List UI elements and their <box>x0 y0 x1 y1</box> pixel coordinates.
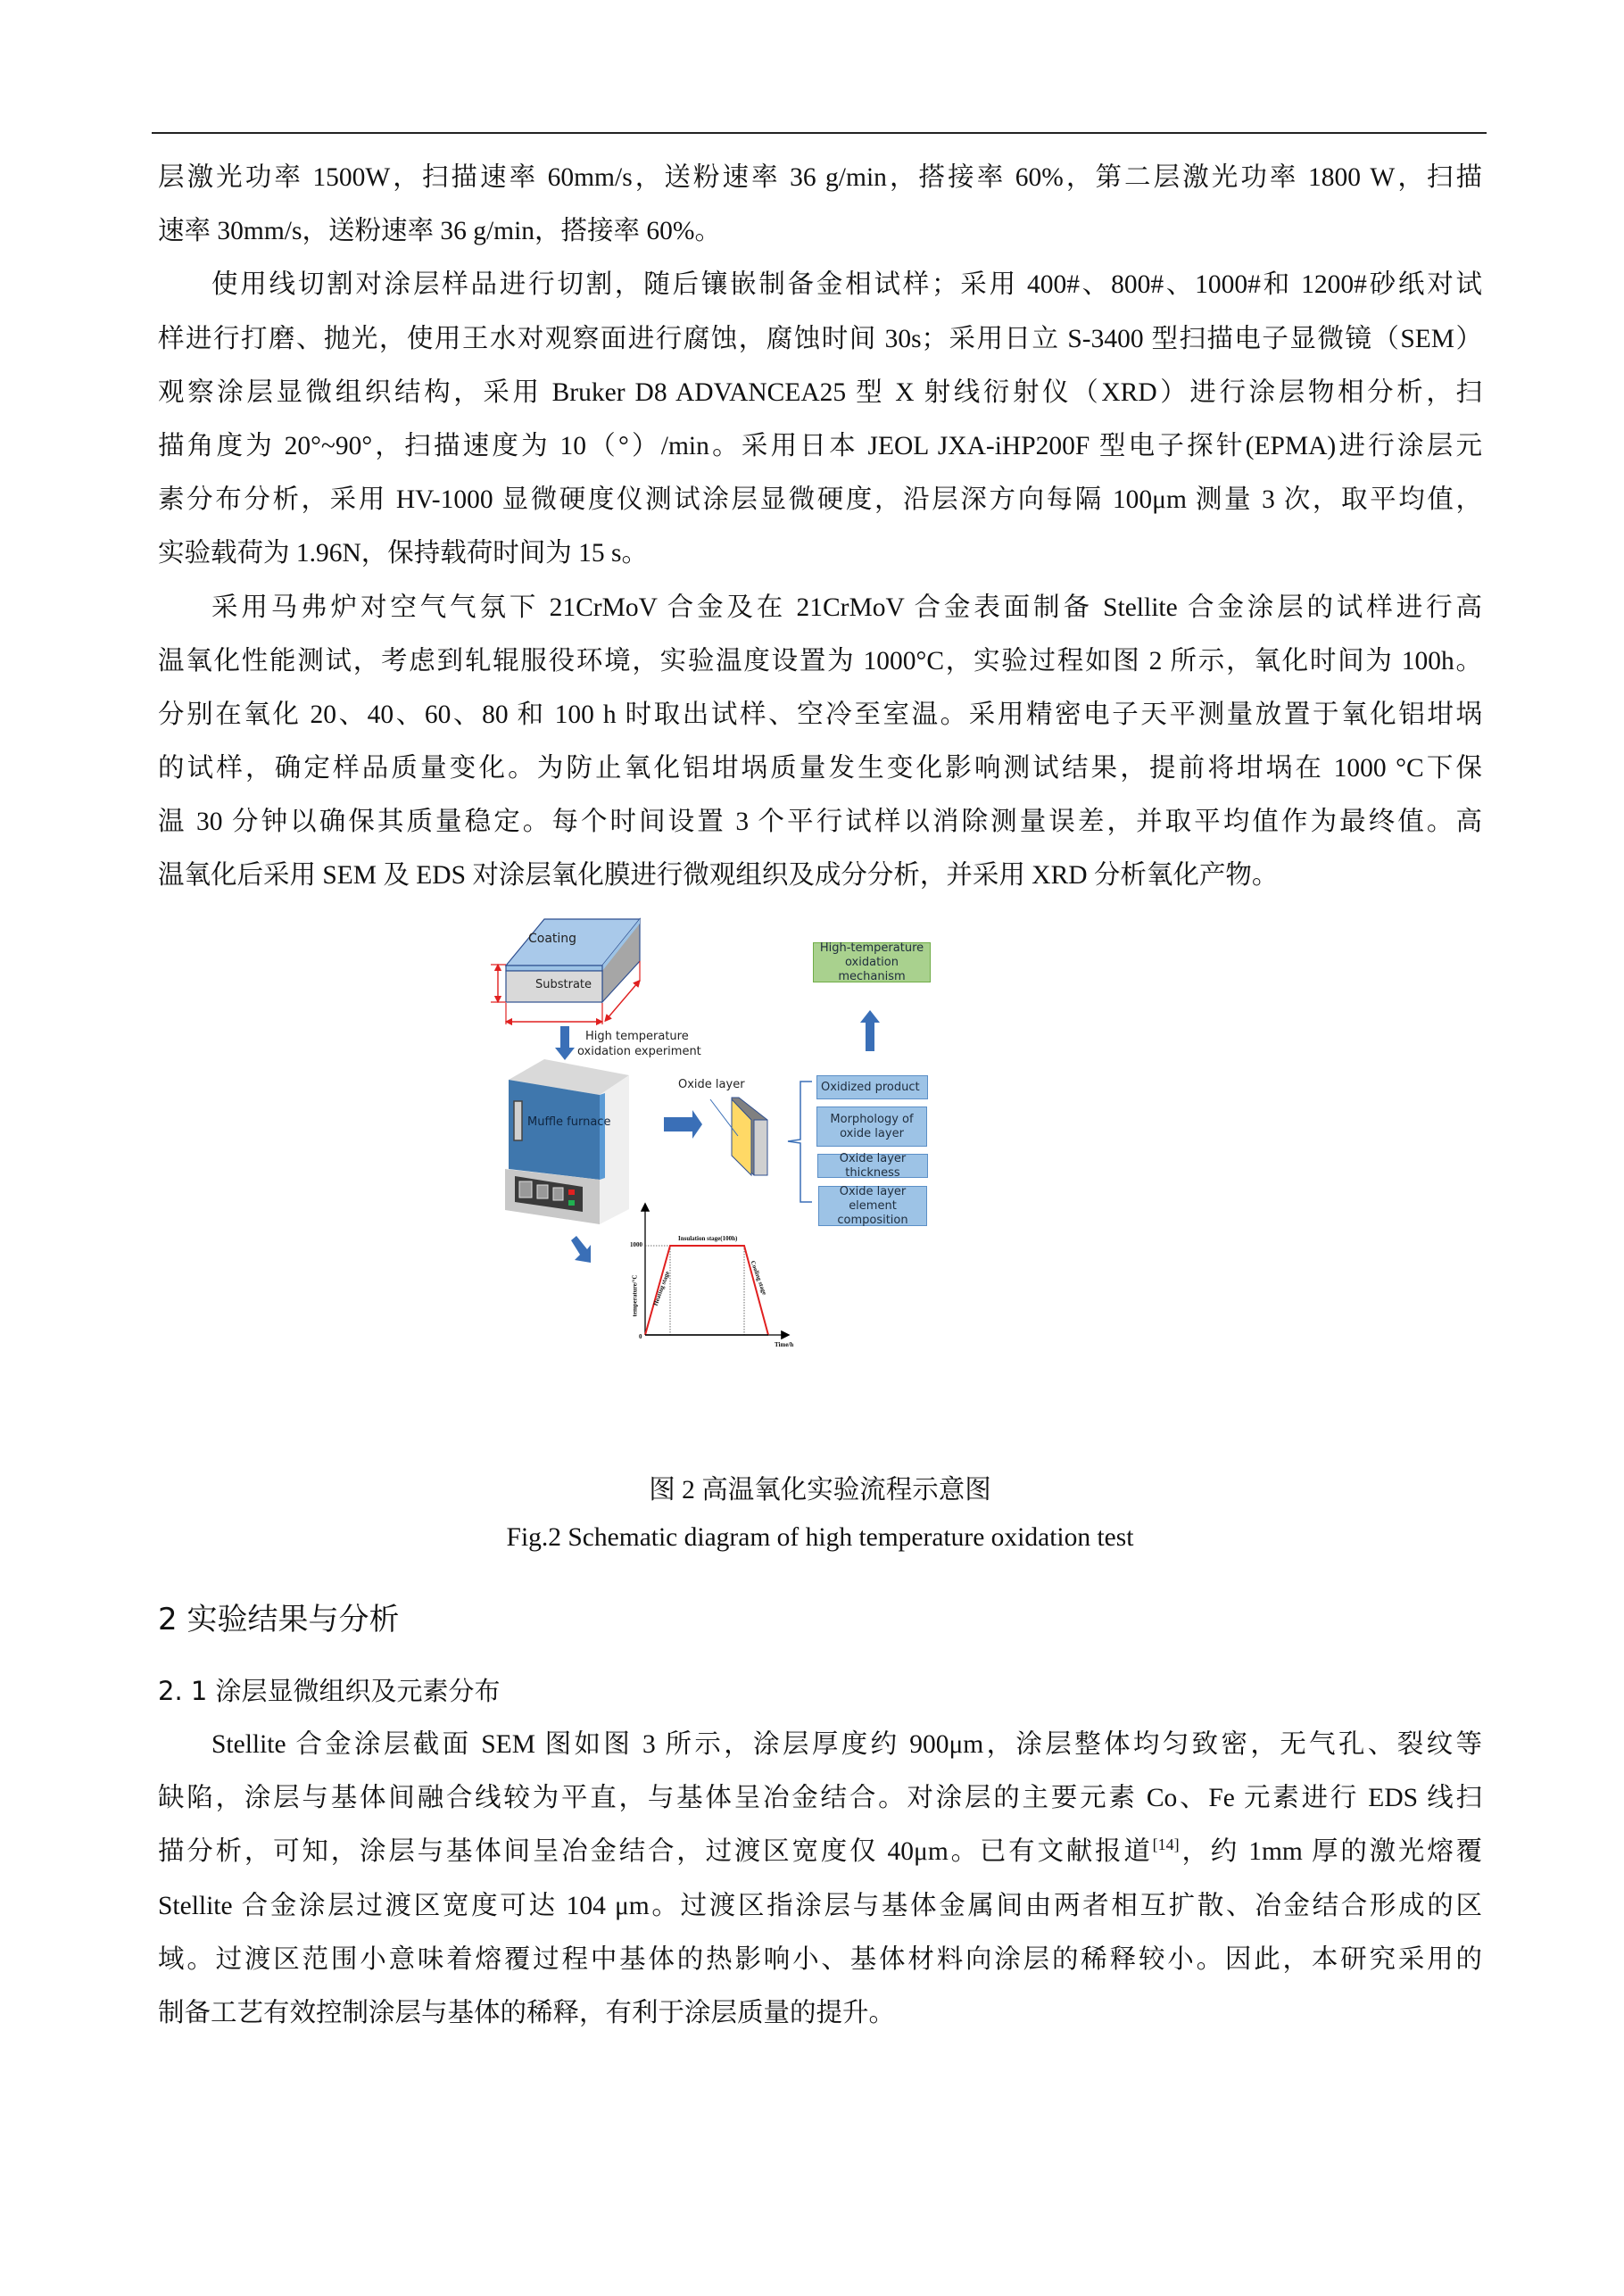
analysis-box-composition: Oxide layer element composition <box>818 1186 927 1226</box>
text-line: 制备工艺有效控制涂层与基体的稀释，有利于涂层质量的提升。 <box>158 1998 896 2027</box>
section-heading: 2 实验结果与分析 <box>158 1602 400 1637</box>
text-line: Stellite 合金涂层过渡区宽度可达 104 μm。过渡区指涂层与基体金属间由两者相互扩散、冶金结合形成的区 <box>158 1891 1482 1920</box>
text-line: 采用马弗炉对空气气氛下 21CrMoV 合金及在 21CrMoV 合金表面制备 Stellite 合金涂层的试样进行高 <box>211 593 1482 622</box>
body-text-top <box>158 151 1482 903</box>
temperature-profile-chart <box>645 1205 788 1335</box>
furnace-label: Muffle furnace <box>527 1115 611 1129</box>
analysis-box-oxidized-product: Oxidized product <box>816 1075 928 1099</box>
arrow-down-right-icon <box>571 1236 591 1263</box>
text-line: 温氧化后采用 SEM 及 EDS 对涂层氧化膜进行微观组织及成分分析，并采用 XRD 分析氧化产物。 <box>158 861 1279 891</box>
experiment-label-2: oxidation experiment <box>577 1045 701 1058</box>
figure-caption-en: Fig.2 Schematic diagram of high temperature oxidation test <box>506 1523 1134 1552</box>
text-segment: ，约 1mm 厚的激光熔覆 <box>1179 1837 1482 1867</box>
analysis-box-morphology: Morphology of oxide layer <box>816 1107 927 1147</box>
y-axis-label: temperature/°C <box>631 1274 639 1317</box>
cooling-label: Cooling stage <box>749 1259 768 1297</box>
text-line <box>158 1825 1482 1878</box>
arrow-down-icon <box>555 1026 575 1060</box>
arrow-up-icon <box>860 1010 880 1051</box>
text-line: 层激光功率 1500W，扫描速率 60mm/s，送粉速率 36 g/min，搭接率 60%，第二层激光功率 1800 W，扫描 <box>158 163 1482 192</box>
text-segment: 描分析，可知，涂层与基体间呈冶金结合，过渡区宽度仅 40μm。已有文献报道 <box>158 1837 1153 1867</box>
oxide-layer-sample <box>710 1098 767 1175</box>
text-line: 样进行打磨、抛光，使用王水对观察面进行腐蚀，腐蚀时间 30s；采用日立 S-3400 型扫描电子显微镜（SEM） <box>158 324 1482 353</box>
arrow-right-icon <box>664 1110 702 1139</box>
y-tick-0: 0 <box>639 1333 642 1340</box>
insulation-label: Insulation stage(100h) <box>678 1235 738 1242</box>
mechanism-box <box>813 942 931 982</box>
y-tick-1000: 1000 <box>630 1241 642 1248</box>
header-rule <box>152 132 1487 134</box>
citation-link[interactable]: [14] <box>1152 1836 1180 1854</box>
text-line: 观察涂层显微组织结构，采用 Bruker D8 ADVANCEA25 型 X 射线衍射仪（XRD）进行涂层物相分析，扫 <box>158 377 1482 407</box>
heating-label: Heating stage <box>651 1270 672 1307</box>
text-line: 缺陷，涂层与基体间融合线较为平直，与基体呈冶金结合。对涂层的主要元素 Co、Fe 元素进行 EDS 线扫 <box>158 1784 1482 1813</box>
brace <box>788 1082 812 1202</box>
text-line: 分别在氧化 20、40、60、80 和 100 h 时取出试样、空冷至室温。采用精密电子天平测量放置于氧化铝坩埚 <box>158 700 1482 729</box>
body-text-bottom <box>158 1718 1482 2040</box>
figure-graphics <box>482 910 1142 1463</box>
x-axis-label: Time/h <box>775 1341 794 1348</box>
figure-caption-zh: 图 2 高温氧化实验流程示意图 <box>649 1476 991 1504</box>
mechanism-label-1: High-temperature <box>819 941 924 955</box>
text-line: 温氧化性能测试，考虑到轧辊服役环境，实验温度设置为 1000°C，实验过程如图 2 所示，氧化时间为 100h。 <box>158 646 1482 676</box>
mechanism-label-2: oxidation mechanism <box>838 955 906 983</box>
muffle-furnace-illustration <box>505 1059 629 1224</box>
text-line: 实验载荷为 1.96N，保持载荷时间为 15 s。 <box>158 539 649 568</box>
text-line: 速率 30mm/s，送粉速率 36 g/min，搭接率 60%。 <box>158 217 721 246</box>
analysis-box-thickness: Oxide layer thickness <box>817 1154 928 1178</box>
coating-label: Coating <box>528 932 577 946</box>
subsection-heading: 2. 1 涂层显微组织及元素分布 <box>158 1676 501 1706</box>
text-line: 域。过渡区范围小意味着熔覆过程中基体的热影响小、基体材料向涂层的稀释较小。因此，本研究采用的 <box>158 1944 1482 1974</box>
figure-2 <box>482 910 1142 1463</box>
text-line: 的试样，确定样品质量变化。为防止氧化铝坩埚质量发生变化影响测试结果，提前将坩埚在 1000 °C下保 <box>158 754 1482 783</box>
text-line: 素分布分析，采用 HV-1000 显微硬度仪测试涂层显微硬度，沿层深方向每隔 100μm 测量 3 次，取平均值， <box>158 485 1482 515</box>
oxide-layer-label: Oxide layer <box>678 1078 745 1091</box>
experiment-label-1: High temperature <box>585 1030 689 1043</box>
text-line: Stellite 合金涂层截面 SEM 图如图 3 所示，涂层厚度约 900μm，涂层整体均匀致密，无气孔、裂纹等 <box>211 1730 1482 1759</box>
text-line: 使用线切割对涂层样品进行切割，随后镶嵌制备金相试样；采用 400#、800#、1000#和 1200#砂纸对试 <box>211 270 1482 300</box>
substrate-label: Substrate <box>535 978 592 991</box>
text-line: 描角度为 20°~90°，扫描速度为 10（°）/min。采用日本 JEOL JXA-iHP200F 型电子探针(EPMA)进行涂层元 <box>158 431 1482 460</box>
text-line: 温 30 分钟以确保其质量稳定。每个时间设置 3 个平行试样以消除测量误差，并取平均值作为最终值。高 <box>158 808 1482 837</box>
